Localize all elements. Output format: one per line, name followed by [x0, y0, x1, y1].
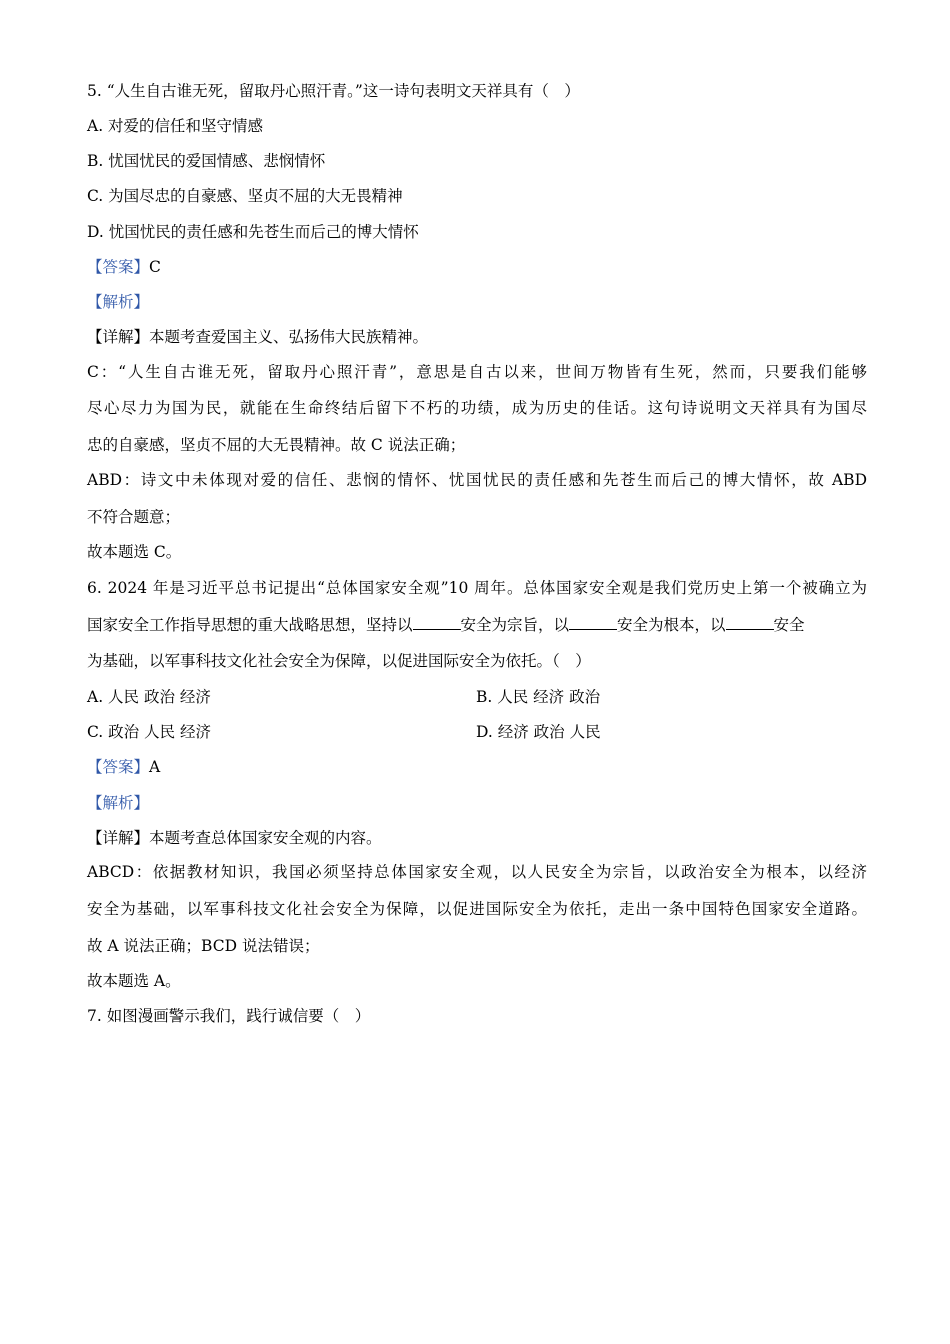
q5-answer: [87, 257, 161, 277]
q6-analysis-tag: 【解析】: [87, 794, 150, 812]
q6-answer-tag: 【答案】: [87, 758, 150, 776]
q6-blank-3: [726, 615, 774, 630]
q6-abcd-explanation-line1: ABCD：依据教材知识，我国必须坚持总体国家安全观，以人民安全为宗旨，以政治安全为根本，以经济: [87, 863, 867, 881]
q6-stem-line3: 为基础，以军事科技文化社会安全为保障，以促进国际安全为依托。（ ）: [87, 652, 591, 670]
q5-abd-explanation-line2: 不符合题意；: [87, 508, 181, 526]
q5-analysis-tag: 【解析】: [87, 293, 150, 311]
q6-option-b: B. 人民 经济 政治: [476, 688, 601, 706]
q6-abcd-explanation-line2: 安全为基础，以军事科技文化社会安全为保障，以促进国际安全为依托，走出一条中国特色国家安全道路。: [87, 900, 867, 918]
q5-answer-value: C: [149, 258, 161, 276]
q5-conclusion: 故本题选 C。: [87, 543, 182, 561]
q5-option-a: A. 对爱的信任和坚守情感: [87, 117, 264, 135]
q5-c-explanation-line1: C：“人生自古谁无死，留取丹心照汗青”，意思是自古以来，世间万物皆有生死，然而，只要我们能够: [87, 363, 867, 381]
q6-abcd-explanation-line3: 故 A 说法正确；BCD 说法错误；: [87, 937, 320, 955]
q6-blank-1: [413, 615, 461, 630]
q6-stem-part-c: 安全为根本，以: [617, 616, 726, 634]
q6-stem-part-b: 安全为宗旨，以: [460, 616, 570, 634]
q5-detail: 【详解】本题考查爱国主义、弘扬伟大民族精神。: [87, 328, 429, 346]
q6-stem-line2: [87, 615, 805, 635]
q6-conclusion: 故本题选 A。: [87, 972, 181, 990]
q5-option-b: B. 忧国忧民的爱国情感、悲悯情怀: [87, 152, 326, 170]
q6-answer-value: A: [149, 758, 161, 776]
q7-stem: 7. 如图漫画警示我们，践行诚信要（ ）: [87, 1007, 371, 1025]
q5-abd-explanation-line1: ABD：诗文中未体现对爱的信任、悲悯的情怀、忧国忧民的责任感和先苍生而后己的博大情怀，故 ABD: [87, 471, 867, 489]
q6-stem-part-a: 国家安全工作指导思想的重大战略思想，坚持以: [87, 616, 413, 634]
q5-c-explanation-line3: 忠的自豪感，坚贞不屈的大无畏精神。故 C 说法正确；: [87, 436, 466, 454]
q6-option-a: A. 人民 政治 经济: [87, 688, 211, 706]
q5-c-explanation-line2: 尽心尽力为国为民，就能在生命终结后留下不朽的功绩，成为历史的佳话。这句诗说明文天祥具有为国尽: [87, 399, 867, 417]
q5-answer-tag: 【答案】: [87, 258, 150, 276]
q5-stem: 5. “人生自古谁无死，留取丹心照汗青。”这一诗句表明文天祥具有（ ）: [87, 82, 580, 100]
q6-blank-2: [569, 615, 617, 630]
q6-stem-line1: 6. 2024 年是习近平总书记提出“总体国家安全观”10 周年。总体国家安全观是我们党历史上第一个被确立为: [87, 579, 867, 597]
q6-stem-part-d: 安全: [773, 616, 805, 634]
q6-option-d: D. 经济 政治 人民: [476, 723, 601, 741]
q6-detail: 【详解】本题考查总体国家安全观的内容。: [87, 829, 382, 847]
q6-option-c: C. 政治 人民 经济: [87, 723, 212, 741]
q5-option-d: D. 忧国忧民的责任感和先苍生而后己的博大情怀: [87, 223, 419, 241]
q5-option-c: C. 为国尽忠的自豪感、坚贞不屈的大无畏精神: [87, 187, 403, 205]
q6-answer: [87, 757, 160, 777]
